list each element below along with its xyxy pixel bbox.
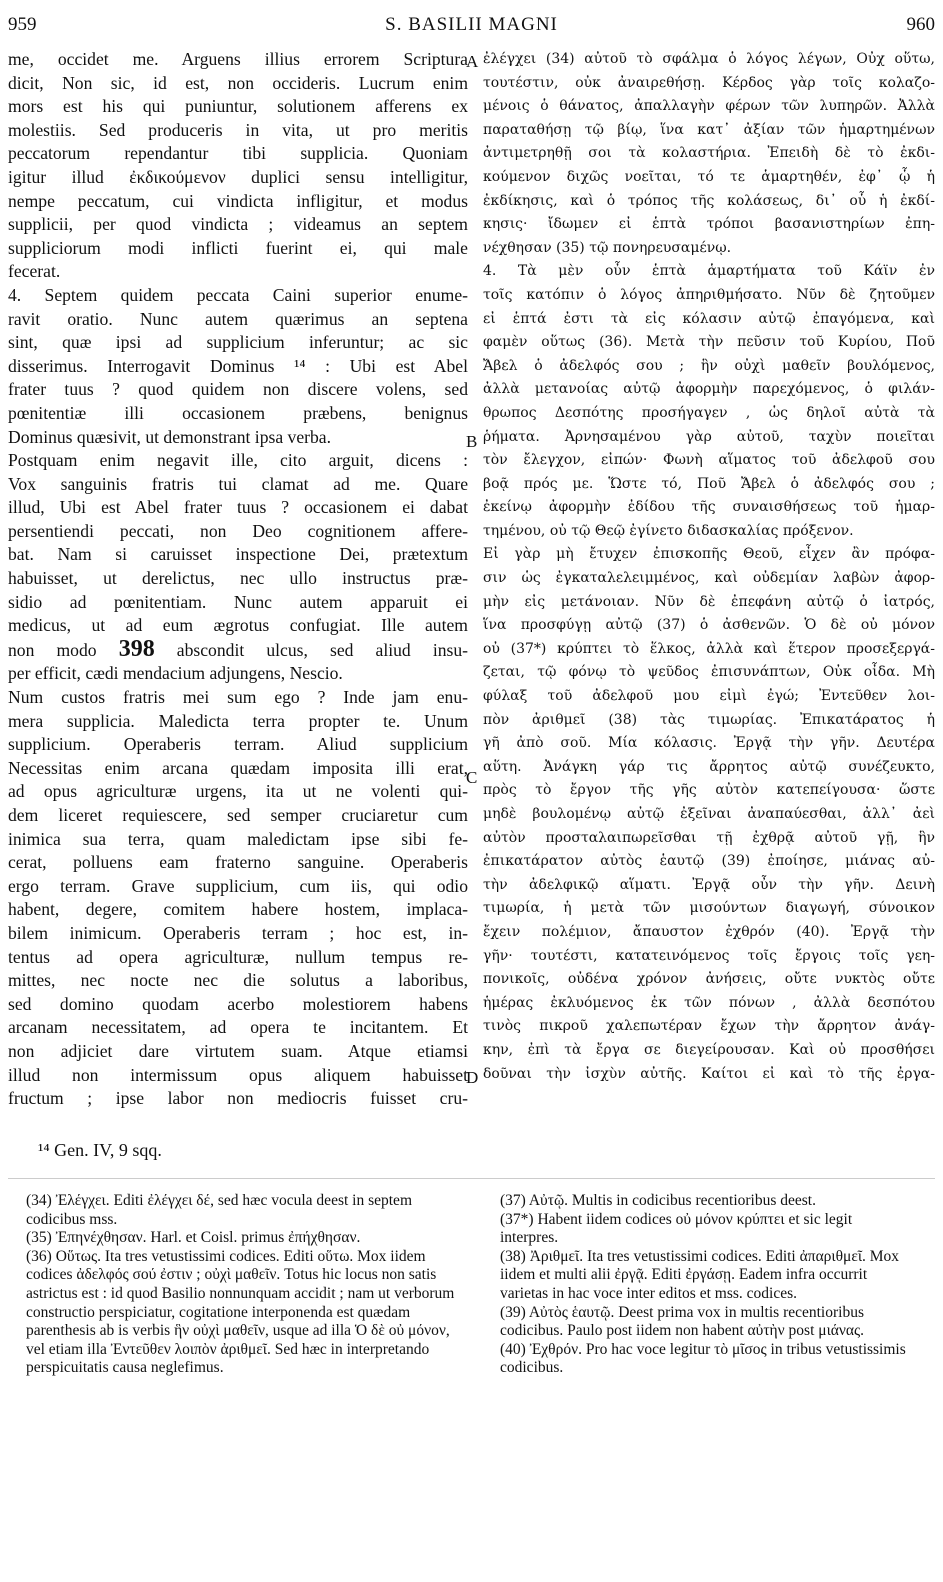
greek-text-line: φαμὲν οὕτως (36). Μετὰ τὴν πεῦσιν τοῦ Κυρίου, Ποῦ [483,334,935,351]
greek-text-line: μηδὲ βουλομένῳ αὐτῷ ἐξεῖναι ἀναπαύεσθαι, ἀλλ᾽ ἀεὶ [483,806,935,822]
greek-text-line: αὐτὸν προσταλαιπωρεῖσθαι τῇ ἐχθρᾷ αὐτοῦ γῇ, ἣν [483,829,935,846]
greek-text-line: γῆ ἀπὸ σοῦ. Μία κόλασις. Ἐργᾷ τὴν γῆν. Δευτέρα [483,735,935,752]
latin-text-line: non adjiciet dare virtutem suam. Atque etiamsi [8,1040,468,1061]
latin-text-line: peccatorum rependantur tibi supplicia. Quoniam [8,143,468,164]
latin-text-line: pœnitentiæ illi occasionem præbens, benignus [8,402,468,423]
greek-text-line: δοῦναι τὴν ἰσχὺν αὐτῆς. Καίτοι εἰ καὶ τὸ τῆς ἐργα- [483,1065,935,1082]
greek-text-line: θρωπος Δεσπότης προσήγαγεν , ὡς δηλοῖ αὐτὰ τὰ [483,404,935,421]
greek-text-line: ἵνα προσφύγῃ αὐτῷ (37) ὁ ἀσθενῶν. Ὁ δὲ οὐ μόνον [483,617,935,634]
latin-text-line: Num custos fratris mei sum ego ? Inde jam enu- [8,687,468,708]
latin-text-line: ad opus agriculturæ urgens, ita ut ne volenti qui- [8,781,468,802]
notes-left-column [26,1192,466,1378]
latin-text-line: supplicii, per quod vindicta ; videamus an septem [8,214,468,235]
latin-text-line: sed domino quodam acerbo molestiorem habens [8,993,468,1014]
notes-right-column [500,1192,910,1378]
greek-text-line: ἀντιμετρηθῇ σοι τὰ κολαστήρια. Ἐπειδὴ δὲ τὸ ἐκδι- [483,145,935,162]
latin-text-line: me, occidet me. Arguens illius errorem Scriptura [8,49,468,69]
latin-text-line: Postquam enim negavit ille, cito arguit, dicens : [8,450,468,471]
latin-column [8,48,468,1111]
section-marker-b: B [466,432,478,451]
latin-text-line: medicus, ut ad eum ægrotus confugiat. Ille autem [8,615,468,636]
greek-text-line: τὴν ἀδελφικῷ αἵματι. Ἐργᾷ οὖν τὴν γῆν. Δεινὴ [483,876,935,893]
latin-text-line: mera supplicia. Maledicta terra propter te. Unum [8,710,468,731]
latin-text-line: Dominus quæsivit, ut demonstrant ipsa verba. [8,426,332,447]
page-number-right: 960 [906,14,935,35]
latin-text-line: ravit oratio. Nunc autem quærimus an septena [8,308,468,329]
greek-text-line: σιν ὡς ἐγκαταλελειμμένος, καὶ οὐδεμίαν λαβὼν ἀφορ- [483,570,935,587]
latin-text-line: dem liceret requiescere, sed semper cruciaretur cum [8,805,468,825]
note-entry: (34) Ἐλέγχει. Editi ἐλέγχει δέ, sed hæc vocula deest in septem codicibus mss. [26,1192,412,1228]
note-entry: (35) Ἐπηνέχθησαν. Harl. et Coisl. primus ἐπήχθησαν. [26,1229,361,1247]
note-entry: (38) Ἀριθμεῖ. Ita tres vetustissimi codices. Editi ἀπαριθμεῖ. Mox iidem et multi alii ἐργᾷ. Editi ἐργάσῃ. Eadem infra occurrit varietas in hac voce inter editos et mss. codices. [500,1247,900,1302]
latin-text-line: illud non intermissum opus aliquem habuisset [8,1064,468,1085]
latin-text-line: habuisset, ut derelictus, nec ullo instructus præ- [8,568,468,589]
greek-text-line: ἐκείνῳ ἀφορμὴν ἐδίδου τῆς συναισθήσεως τοῦ ἡμαρ- [483,499,935,516]
greek-column [483,48,935,1086]
latin-text-line: ergo terram. Grave supplicium, cum iis, qui odio [8,875,468,896]
latin-text-line: frater tuus ? quod quidem non discere volens, sed [8,379,468,400]
latin-text-line: fecerat. [8,261,61,282]
note-entry: (37*) Habent iidem codices οὐ μόνον κρύπτει et sic legit interpres. [500,1210,853,1247]
greek-text-line: Ἄβελ ὁ ἀδελφός σου ; ἣν οὐχὶ μαθεῖν βουλόμενος, [483,357,935,374]
greek-text-line: μὴν εἰς μετάνοιαν. Νῦν δὲ ἐπεφάνη αὐτῷ ὁ ἰατρός, [483,593,935,610]
greek-text-line: εἰ ἑπτά ἐστι τὰ εἰς κόλασιν αὐτῷ ἐπαγόμενα, καὶ [483,310,935,327]
latin-text-line: disserimus. Interrogavit Dominus ¹⁴ : Ubi est Abel [8,355,468,376]
greek-text-line: νέχθησαν (35) τῷ πονηρευσαμένῳ. [483,239,732,256]
note-entry: (36) Οὕτως. Ita tres vetustissimi codices. Editi οὕτω. Mox iidem codices ἀδελφός σού ἐστιν ; οὐχὶ μαθεῖν. Totus hic locus non satis astrictus est : id quod Basilio nonnunquam accidit ; nam ut verborum constructio perspiciatur, cogitatione interponenda est quædam parenthesis ab is verbis ἣν οὐχὶ μαθεῖν, usque ad illa Ὁ δὲ οὐ μόνον, vel etiam illa Ἐντεῦθεν λοιπὸν ἀριθμεῖ. Sed hæc in interpretando perspicuitatis causa neglefimus. [26,1247,455,1377]
running-header [8,14,935,40]
latin-text-line: mittes, nec nocte nec die solutus a laboribus, [8,970,468,991]
section-marker-a: A [466,52,479,71]
note-entry: (40) Ἐχθρόν. Pro hac voce legitur τὸ μῖσος in tribus vetustissimis codicibus. [500,1340,906,1377]
latin-text-line: cerat, polluens eam fraterno sanguine. Operaberis [8,852,468,873]
running-title: S. BASILII MAGNI [385,14,558,35]
latin-text-line: suppliciorum modi inflicti fuerint ei, qui male [8,237,468,258]
latin-text-line: sidio ad pœnitentiam. Nunc autem apparuit ei [8,591,468,612]
greek-text-line: ζεται, τῷ φόνῳ τὸ ψεῦδος ἐπισυνάπτων, Οὐκ οἶδα. Μὴ [483,664,935,681]
greek-text-line: τὸν ἔλεγχον, εἰπών· Φωνὴ αἵματος τοῦ ἀδελφοῦ σου [483,452,935,469]
greek-text-line: πὸν ἀριθμεῖ (38) τὰς τιμωρίας. Ἐπικατάρατος ἡ [483,711,935,728]
greek-text-line: κην, ἐπὶ τὰ ἔργα σε διεγείρουσαν. Καὶ οὐ προσθήσει [483,1041,935,1058]
greek-text-line: γῆν· τουτέστι, κατατεινόμενος τοῖς ἔργοις τοῖς γεη- [483,947,935,964]
latin-text-line: dicit, Non sic, id est, non occideris. Lucrum enim [8,72,468,93]
greek-text-line: τιμωρία, ἡ μετὰ τῶν μισούντων διαγωγή, σύνοικον [483,900,935,917]
greek-text-line: παραταθήσῃ τῷ βίῳ, ἵνα κατ᾽ ἀξίαν τῶν ἡμαρτημένων [483,121,935,138]
latin-text-line: molestiis. Sed produceris in vita, ut pro meritis [8,119,468,140]
page-number-left: 959 [8,14,37,35]
note-entry: (39) Αὐτὸς ἑαυτῷ. Deest prima vox in multis recentioribus codicibus. Paulo post iidem non habent αὐτὴν post μιάνας. [500,1303,865,1340]
latin-text-line: igitur illud ἐκδικούμενον duplici sensu intelligitur, [8,166,468,187]
greek-text-line: ἐκδίκησις, καὶ ὁ τρόπος τῆς κολάσεως, δι᾽ οὗ ἡ ἐκδί- [483,192,935,209]
latin-text-line: Necessitas enim arcana quædam imposita illi erat, [8,757,468,778]
section-marker-d: D [466,1068,479,1087]
greek-text-line: Εἰ γὰρ μὴ ἔτυχεν ἐπισκοπῆς Θεοῦ, εἶχεν ἂν πρόφα- [483,546,935,563]
latin-text-line: Vox sanguinis fratris tui clamat ad me. Quare [8,473,468,494]
latin-text-line: sint, quæ ipsi ad supplicium inferuntur; ac sic [8,332,468,353]
greek-text-line: ἐλέγχει (34) αὐτοῦ τὸ σφάλμα ὁ λόγος λέγων, Οὐχ οὕτω, [483,51,935,67]
greek-text-line: ῥήματα. Ἀρνησαμένου γὰρ αὐτοῦ, ταχὺν ποιεῖται [483,428,935,445]
latin-text-line: inimica sua terra, quam maledictam ipse sibi fe- [8,828,468,849]
margin-reference-number: 398 [118,637,155,662]
greek-text-line: ἡμέρας ἐκλυόμενος ἐκ τῶν πόνων , ἀλλὰ δεσπότου [483,994,935,1011]
latin-text-line: habent, degere, comitem habere hostem, implaca- [8,899,468,920]
greek-text-line: κούμενον διχῶς νοεῖται, τό τε ἁμαρτηθέν, ἐφ᾽ ᾧ ἡ [483,168,935,185]
note-entry: (37) Αὐτῷ. Multis in codicibus recentioribus deest. [500,1192,816,1209]
scripture-footnote: ¹⁴ Gen. IV, 9 sqq. [38,1140,162,1160]
greek-text-line: οὐ (37*) κρύπτει τὸ ἕλκος, ἀλλὰ καὶ ἕτερον προσεξεργά- [483,640,935,657]
greek-text-line: μένοις ὁ θάνατος, ἀπαλλαγὴν φέρων τῶν λυπηρῶν. Ἀλλὰ [483,98,935,115]
latin-text-line: arcanam necessitatem, ad opera te incitantem. Et [8,1017,468,1038]
greek-text-line: αὕτη. Ἀνάγκη γάρ τις ἄρρητος αὐτῷ συνέζευκτο, [483,758,935,775]
greek-text-line: κησις· ἴδωμεν εἰ ἑπτὰ τρόποι βασανιστηρίων ἐπη- [483,216,935,233]
greek-text-line: βοᾷ πρός με. Ὥστε τό, Ποῦ Ἄβελ ὁ ἀδελφός σου ; [483,475,935,492]
section-marker-c: C [466,768,478,787]
greek-text-line: τινὸς πικροῦ χαλεπωτέραν ἔχων τὴν ἄρρητον ἀνάγ- [483,1018,935,1035]
greek-text-line: τοῖς κατόπιν ὁ λόγος ἀπηριθμήσατο. Νῦν δὲ ζητοῦμεν [483,286,935,303]
greek-text-line: πρὸς τὸ ἔργον τῆς γῆς αὐτὸν κατεπείγουσα· ὥστε [483,782,935,799]
latin-text-line: bilem inimicum. Operaberis terram ; hoc est, in- [8,922,468,943]
latin-text-line: bat. Nam si caruisset inspectione Dei, prætextum [8,544,468,565]
latin-text-line: fructum ; ipse labor non mediocris fuisset cru- [8,1088,468,1109]
latin-text-line: mors est his qui puniuntur, solutionem afferens ex [8,96,468,117]
latin-text-line: tentus ad opera agriculturæ, nullum tempus re- [8,946,468,967]
latin-text-line: supplicium. Operaberis terram. Aliud supplicium [8,734,468,755]
greek-text-line: ἔχειν πολέμιον, ἄπαυστον ἐχθρόν (40). Ἐργᾷ τὴν [483,923,935,940]
latin-text-line: per efficit, cædi mendacium adjungens, Nescio. [8,663,343,684]
greek-text-line: τουτέστιν, οὐκ ἀναιρεθήσῃ. Κέρδος γὰρ τοῖς κολαζο- [483,74,935,91]
latin-text-line: illud, Ubi est Abel frater tuus ? occasionem ei dabat [8,497,468,518]
latin-text-line: non modo 398 abscondit ulcus, sed aliud insu- [8,637,468,662]
greek-text-line: φύλαξ τοῦ ἀδελφοῦ μου εἰμὶ ἐγώ; Ἐντεῦθεν λοι- [483,688,935,705]
greek-text-line: ἀλλὰ μετανοίας αὐτῷ ἀφορμὴν παρεχόμενος, ὁ φιλάν- [483,381,935,398]
latin-text-line: nempe peccatum, cui vindicta infligitur, et modus [8,190,468,211]
latin-text-line: 4. Septem quidem peccata Caini superior enume- [8,284,468,305]
greek-text-line: τημένου, οὐ τῷ Θεῷ ἐγίνετο διδασκαλίας πρόξενον. [483,522,854,539]
latin-text-line: persentiendi peccati, non Deo cognitionem affere- [8,520,468,541]
greek-text-line: 4. Τὰ μὲν οὖν ἑπτὰ ἁμαρτήματα τοῦ Κάϊν ἐν [483,263,935,280]
footnote-divider [8,1178,935,1179]
greek-text-line: ἐπικατάρατον αὐτὸς ἑαυτῷ (39) ἐποίησε, μιάνας αὐ- [483,853,935,870]
greek-text-line: πονικοῖς, οὐδένα χρόνον ἀνήσεις, οὔτε νυκτὸς οὔτε [483,971,935,988]
